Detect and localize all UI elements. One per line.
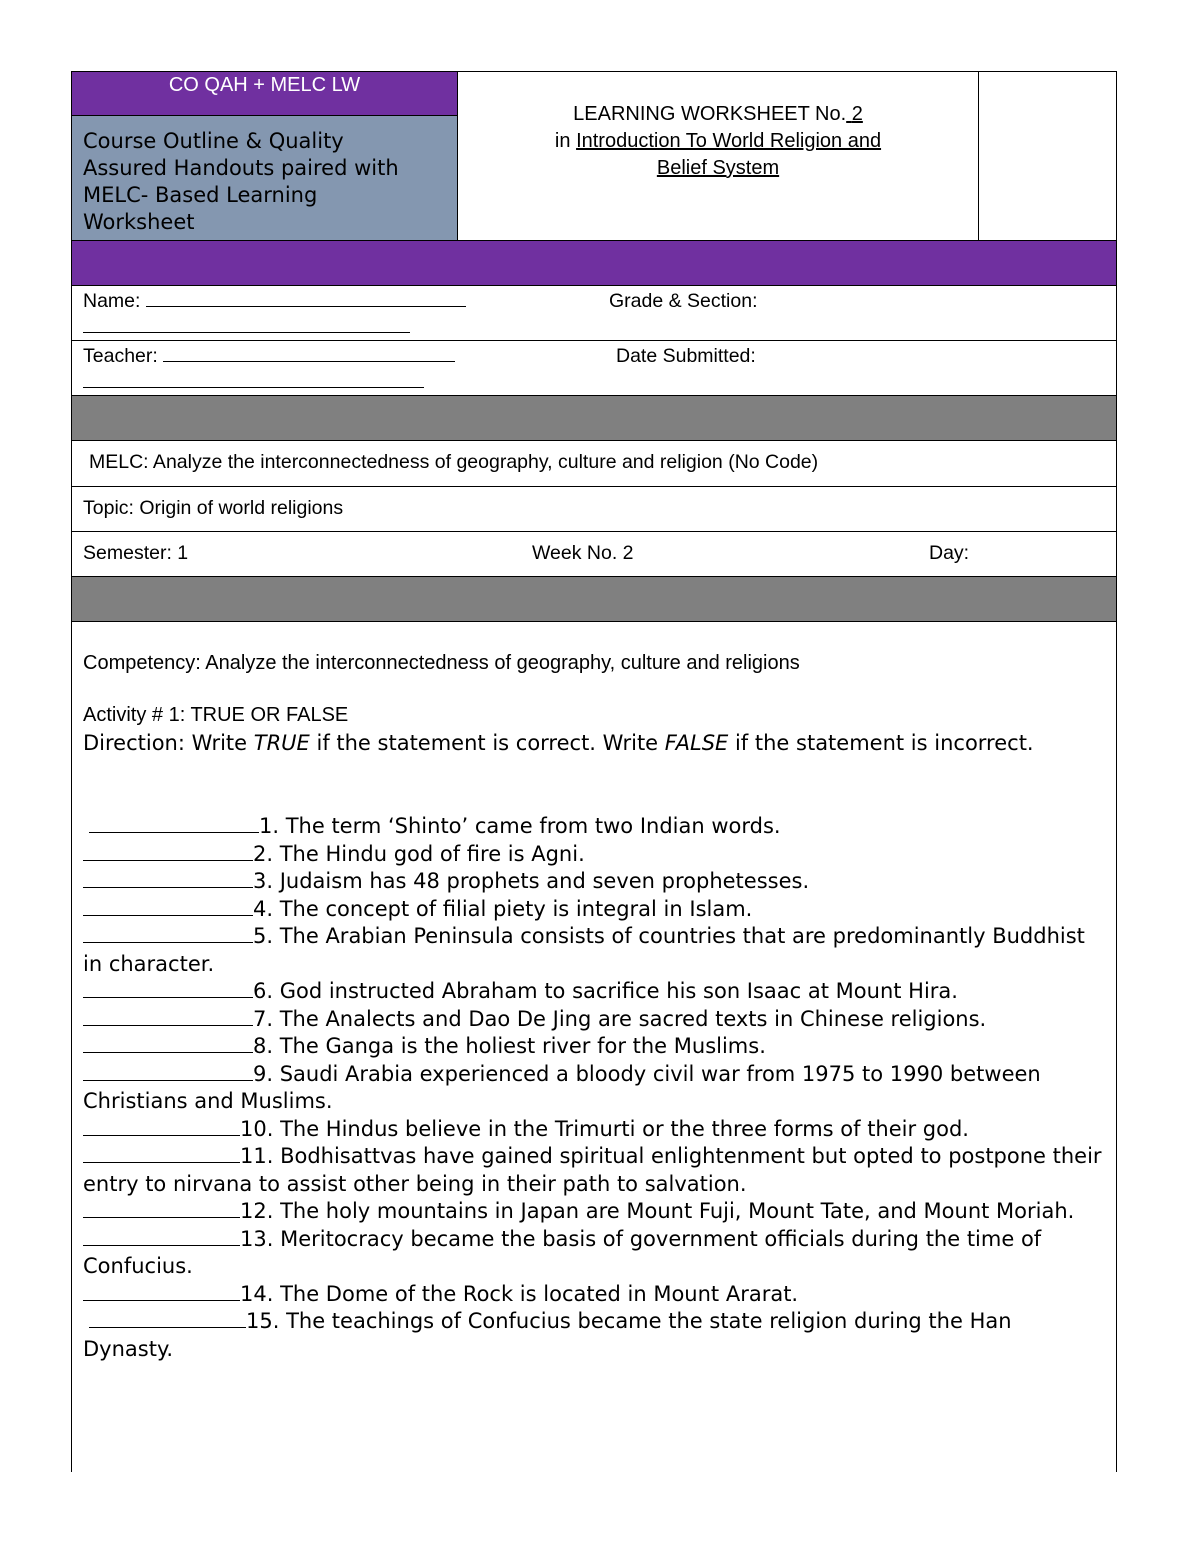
subject-title-cont: Belief System <box>656 157 780 179</box>
worksheet-number-line <box>458 101 978 128</box>
worksheet-number: 2 <box>851 103 863 125</box>
answer-blank[interactable] <box>89 1309 246 1328</box>
true-false-item <box>83 1308 1103 1363</box>
worksheet-title <box>458 72 979 240</box>
course-line: Course Outline & Quality <box>83 129 344 153</box>
direction-text: Direction: Write TRUE if the statement is correct. Write FALSE if the statement is incorrect. <box>83 731 1034 755</box>
answer-blank[interactable] <box>83 1117 240 1136</box>
item-text: 13. Meritocracy became the basis of government officials during the time of Confucius. <box>83 1226 1042 1278</box>
item-text: 5. The Arabian Peninsula consists of countries that are predominantly Buddhist in character. <box>83 924 1085 976</box>
answer-blank[interactable] <box>83 924 253 943</box>
item-text: 2. The Hindu god of fire is Agni. <box>253 841 585 866</box>
name-label: Name: <box>83 290 466 313</box>
item-text: 15. The teachings of Confucius became the state religion during the Han Dynasty. <box>83 1309 1012 1361</box>
item-text: 9. Saudi Arabia experienced a bloody civil war from 1975 to 1990 between Christians and Muslims. <box>83 1061 1041 1113</box>
activity-title: Activity # 1: TRUE OR FALSE <box>83 704 349 726</box>
true-false-item <box>83 1281 1103 1309</box>
answer-blank[interactable] <box>89 814 259 833</box>
true-false-item <box>83 868 1103 896</box>
grade-section-label: Grade & Section: <box>609 290 758 312</box>
true-false-item <box>83 1006 1103 1034</box>
answer-blank[interactable] <box>83 1062 253 1081</box>
teacher-label: Teacher: <box>83 345 455 368</box>
true-false-item <box>83 1143 1103 1198</box>
true-false-item <box>83 1033 1103 1061</box>
course-line: Worksheet <box>83 210 195 234</box>
answer-blank[interactable] <box>83 897 253 916</box>
gray-divider <box>71 396 1117 441</box>
semester-text: Semester: 1 <box>83 542 189 564</box>
item-text: 14. The Dome of the Rock is located in Mount Ararat. <box>240 1281 799 1306</box>
name-row <box>71 286 1117 341</box>
subject-line <box>458 128 978 155</box>
competency-text: Competency: Analyze the interconnectedness of geography, culture and religions <box>83 652 800 674</box>
co-qah-badge: CO QAH + MELC LW <box>72 72 457 116</box>
true-false-item <box>83 841 1103 869</box>
item-text: 1. The term ‘Shinto’ came from two Indian words. <box>259 814 781 838</box>
item-text: 12. The holy mountains in Japan are Mount Fuji, Mount Tate, and Mount Moriah. <box>240 1199 1075 1223</box>
header-left <box>72 72 458 240</box>
item-text: 8. The Ganga is the holiest river for the Muslims. <box>253 1034 766 1058</box>
answer-blank[interactable] <box>83 1199 240 1218</box>
answer-blank[interactable] <box>83 1034 253 1053</box>
answer-blank[interactable] <box>83 842 253 861</box>
melc-text: MELC: Analyze the interconnectedness of geography, culture and religion (No Code) <box>89 451 819 473</box>
false-word: FALSE <box>664 731 729 755</box>
worksheet <box>71 71 1117 1472</box>
true-false-items <box>83 813 1103 1363</box>
semester-row <box>71 532 1117 577</box>
answer-blank[interactable] <box>83 1144 240 1163</box>
worksheet-label: LEARNING WORKSHEET No. <box>573 103 847 125</box>
week-text: Week No. 2 <box>532 542 634 564</box>
teacher-row <box>71 341 1117 396</box>
course-line: Assured Handouts paired with <box>83 156 399 180</box>
teacher-blank-cont <box>83 371 424 394</box>
topic-row <box>71 487 1117 532</box>
gray-divider-2 <box>71 577 1117 622</box>
item-text: 6. God instructed Abraham to sacrifice his son Isaac at Mount Hira. <box>253 979 958 1003</box>
answer-blank[interactable] <box>83 1282 240 1301</box>
activity-body <box>71 622 1117 1472</box>
true-false-item <box>83 1198 1103 1226</box>
worksheet-header <box>71 71 1117 241</box>
header-right-cell <box>979 72 1116 240</box>
item-text: 10. The Hindus believe in the Trimurti or the three forms of their god. <box>240 1116 969 1141</box>
item-text: 11. Bodhisattvas have gained spiritual enlightenment but opted to postpone their entry to nirvana to assist other being in their path to salvation. <box>83 1144 1102 1196</box>
name-blank-cont <box>83 316 410 339</box>
true-false-item <box>83 1226 1103 1281</box>
item-text: 7. The Analects and Dao De Jing are sacred texts in Chinese religions. <box>253 1006 987 1031</box>
item-text: 4. The concept of filial piety is integral in Islam. <box>253 896 753 921</box>
course-outline-text <box>72 116 457 240</box>
melc-row <box>71 441 1117 487</box>
answer-blank[interactable] <box>83 979 253 998</box>
true-false-item <box>83 1061 1103 1116</box>
subject-title: Introduction To World Religion and <box>576 130 882 152</box>
answer-blank[interactable] <box>83 869 253 888</box>
true-false-item <box>83 813 1103 841</box>
topic-text: Topic: Origin of world religions <box>83 497 344 519</box>
course-line: MELC- Based Learning <box>83 183 318 207</box>
true-false-item <box>83 896 1103 924</box>
true-false-item <box>83 1116 1103 1144</box>
date-submitted-label: Date Submitted: <box>616 345 756 367</box>
answer-blank[interactable] <box>83 1227 240 1246</box>
true-false-item <box>83 978 1103 1006</box>
in-label: in <box>554 130 571 152</box>
true-word: TRUE <box>253 731 310 755</box>
purple-divider <box>71 241 1117 286</box>
day-text: Day: <box>929 542 970 564</box>
true-false-item <box>83 923 1103 978</box>
answer-blank[interactable] <box>83 1007 253 1026</box>
item-text: 3. Judaism has 48 prophets and seven prophetesses. <box>253 869 810 893</box>
